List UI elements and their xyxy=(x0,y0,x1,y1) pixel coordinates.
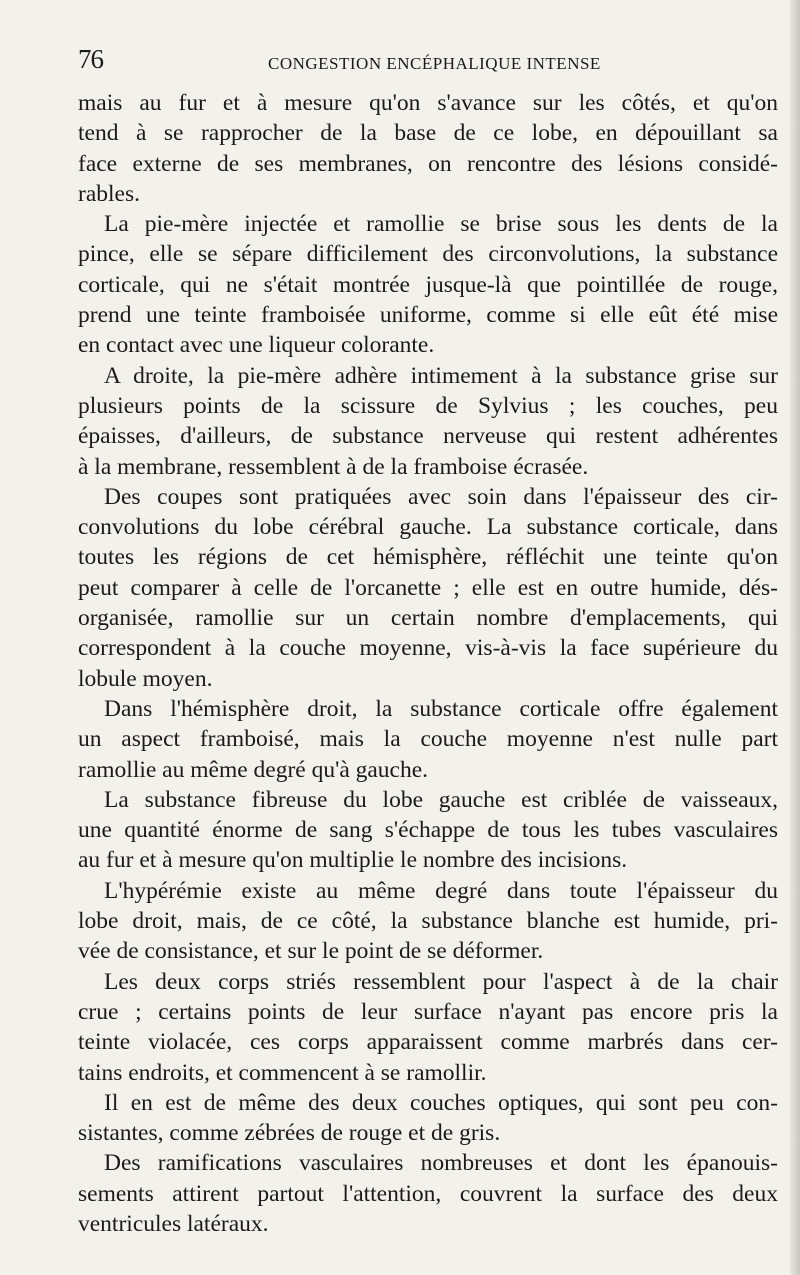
text-line: lobe droit, mais, de ce côté, la substance blanche est humide, pri- xyxy=(78,908,778,935)
text-line: Des coupes sont pratiquées avec soin dans l'épaisseur des cir- xyxy=(104,483,778,510)
text-line: tains endroits, et commencent à se ramollir. xyxy=(78,1059,487,1086)
text-line: pince, elle se sépare difficilement des circonvolutions, la substance xyxy=(78,241,778,268)
text-line: convolutions du lobe cérébral gauche. La substance corticale, dans xyxy=(78,514,778,541)
text-line: tend à se rapprocher de la base de ce lobe, en dépouillant sa xyxy=(78,120,778,147)
text-line: un aspect framboisé, mais la couche moyenne n'est nulle part xyxy=(78,726,778,753)
text-line: toutes les régions de cet hémisphère, réfléchit une teinte qu'on xyxy=(78,544,778,571)
text-line: à la membrane, ressemblent à de la framboise écrasée. xyxy=(78,453,589,480)
running-head: CONGESTION ENCÉPHALIQUE INTENSE xyxy=(268,54,601,73)
text-line: corticale, qui ne s'était montrée jusque-là que pointillée de rouge, xyxy=(78,271,778,298)
text-line: teinte violacée, ces corps apparaissent comme marbrés dans cer- xyxy=(78,1029,778,1056)
text-line: en contact avec une liqueur colorante. xyxy=(78,332,435,359)
text-line: organisée, ramollie sur un certain nombre d'emplacements, qui xyxy=(78,605,778,632)
text-line: rables. xyxy=(78,180,140,207)
page-edge-shadow xyxy=(790,0,800,1275)
page-header xyxy=(78,44,778,80)
text-line: ventricules latéraux. xyxy=(78,1210,269,1237)
text-line: lobule moyen. xyxy=(78,665,213,692)
text-line: A droite, la pie-mère adhère intimement à la substance grise sur xyxy=(104,362,778,389)
text-line: ramollie au même degré qu'à gauche. xyxy=(78,756,429,783)
text-line: La substance fibreuse du lobe gauche est criblée de vaisseaux, xyxy=(104,786,778,813)
body-text xyxy=(78,88,778,1239)
text-line: L'hypérémie existe au même degré dans toute l'épaisseur du xyxy=(104,877,778,904)
text-line: Il en est de même des deux couches optiques, qui sont peu con- xyxy=(104,1089,778,1116)
text-line: une quantité énorme de sang s'échappe de tous les tubes vasculaires xyxy=(78,817,778,844)
text-line: peut comparer à celle de l'orcanette ; elle est en outre humide, dés- xyxy=(78,574,778,601)
text-line: Dans l'hémisphère droit, la substance corticale offre également xyxy=(104,695,778,722)
page-number: 76 xyxy=(78,44,103,74)
text-line: face externe de ses membranes, on rencontre des lésions considé- xyxy=(78,150,778,177)
text-line: La pie-mère injectée et ramollie se brise sous les dents de la xyxy=(104,211,778,238)
text-line: au fur et à mesure qu'on multiplie le nombre des incisions. xyxy=(78,847,628,874)
text-line: crue ; certains points de leur surface n'ayant pas encore pris la xyxy=(78,998,778,1025)
text-line: vée de consistance, et sur le point de se déformer. xyxy=(78,938,544,965)
text-line: prend une teinte framboisée uniforme, comme si elle eût été mise xyxy=(78,302,778,329)
text-line: Des ramifications vasculaires nombreuses et dont les épanouis- xyxy=(104,1150,778,1177)
text-line: Les deux corps striés ressemblent pour l'aspect à de la chair xyxy=(104,968,778,995)
text-line: sistantes, comme zébrées de rouge et de gris. xyxy=(78,1120,501,1147)
text-line: mais au fur et à mesure qu'on s'avance sur les côtés, et qu'on xyxy=(78,90,778,116)
text-line: épaisses, d'ailleurs, de substance nerveuse qui restent adhérentes xyxy=(78,423,778,450)
text-line: sements attirent partout l'attention, couvrent la surface des deux xyxy=(78,1180,778,1207)
text-line: correspondent à la couche moyenne, vis-à-vis la face supérieure du xyxy=(78,635,778,662)
text-line: plusieurs points de la scissure de Sylvius ; les couches, peu xyxy=(78,392,778,419)
